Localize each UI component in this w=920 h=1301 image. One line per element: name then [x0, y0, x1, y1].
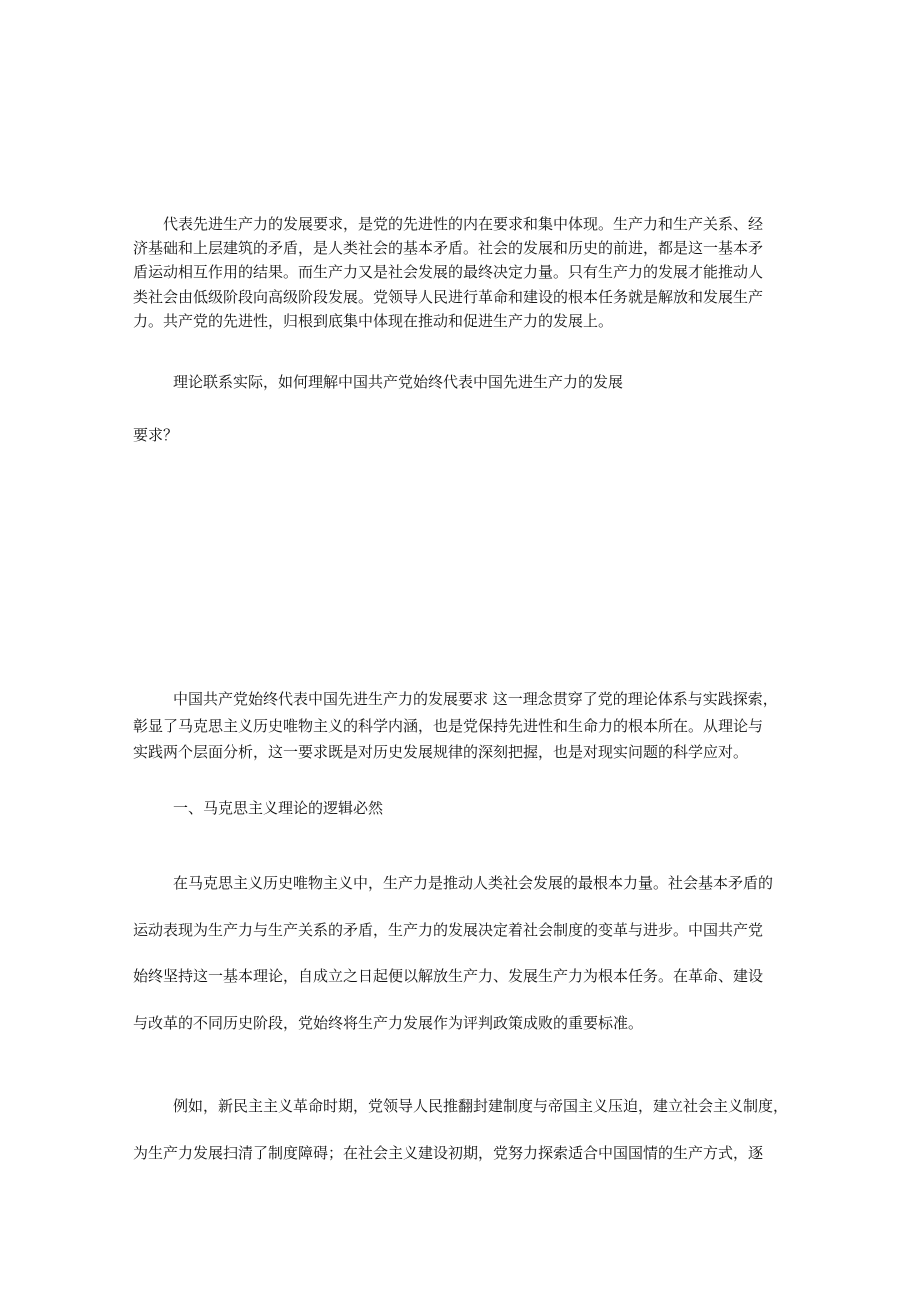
intro-paragraph — [133, 212, 793, 333]
text-line: 代表先进生产力的发展要求，是党的先进性的内在要求和集中体现。生产力和生产关系、经 — [163, 215, 764, 233]
text-line: 与改革的不同历史阶段，党始终将生产力发展作为评判政策成败的重要标准。 — [133, 1013, 644, 1032]
example-paragraph — [133, 1083, 793, 1176]
text-line: 盾运动相互作用的结果。而生产力又是社会发展的最终决定力量。只有生产力的发展才能推动人 — [133, 263, 764, 282]
text-line: 例如，新民主主义革命时期，党领导人民推翻封建制度与帝国主义压迫，建立社会主义制度， — [173, 1097, 789, 1115]
text-line: 济基础和上层建筑的矛盾，是人类社会的基本矛盾。社会的发展和历史的前进，都是这一基本矛 — [133, 239, 764, 258]
text-line: 实践两个层面分析，这一要求既是对历史发展规律的深刻把握，也是对现实问题的科学应对。 — [133, 743, 749, 761]
text-line: 始终坚持这一基本理论，自成立之日起便以解放生产力、发展生产力为根本任务。在革命、建设 — [133, 967, 764, 985]
question-title-continued: 要求？ — [133, 426, 179, 444]
text-line: 为生产力发展扫清了制度障碍；在社会主义建设初期，党努力探索适合中国国情的生产方式，逐 — [133, 1143, 764, 1162]
question-title: 理论联系实际，如何理解中国共产党始终代表中国先进生产力的发展 — [173, 373, 624, 391]
answer-intro-paragraph — [133, 686, 793, 766]
text-line: 中国共产党始终代表中国先进生产力的发展要求 这一理念贯穿了党的理论体系与实践探索， — [173, 690, 778, 708]
text-line: 彰显了马克思主义历史唯物主义的科学内涵，也是党保持先进性和生命力的根本所在。从理论与 — [133, 716, 764, 735]
text-line: 在马克思主义历史唯物主义中，生产力是推动人类社会发展的最根本力量。社会基本矛盾的 — [173, 874, 774, 892]
text-line: 类社会由低级阶段向高级阶段发展。党领导人民进行革命和建设的根本任务就是解放和发展生产 — [133, 287, 764, 306]
text-line: 运动表现为生产力与生产关系的矛盾，生产力的发展决定着社会制度的变革与进步。中国共产党 — [133, 920, 764, 939]
section-heading: 一、马克思主义理论的逻辑必然 — [173, 799, 384, 817]
theory-paragraph — [133, 860, 793, 1046]
text-line: 力。共产党的先进性，归根到底集中体现在推动和促进生产力的发展上。 — [133, 311, 614, 330]
